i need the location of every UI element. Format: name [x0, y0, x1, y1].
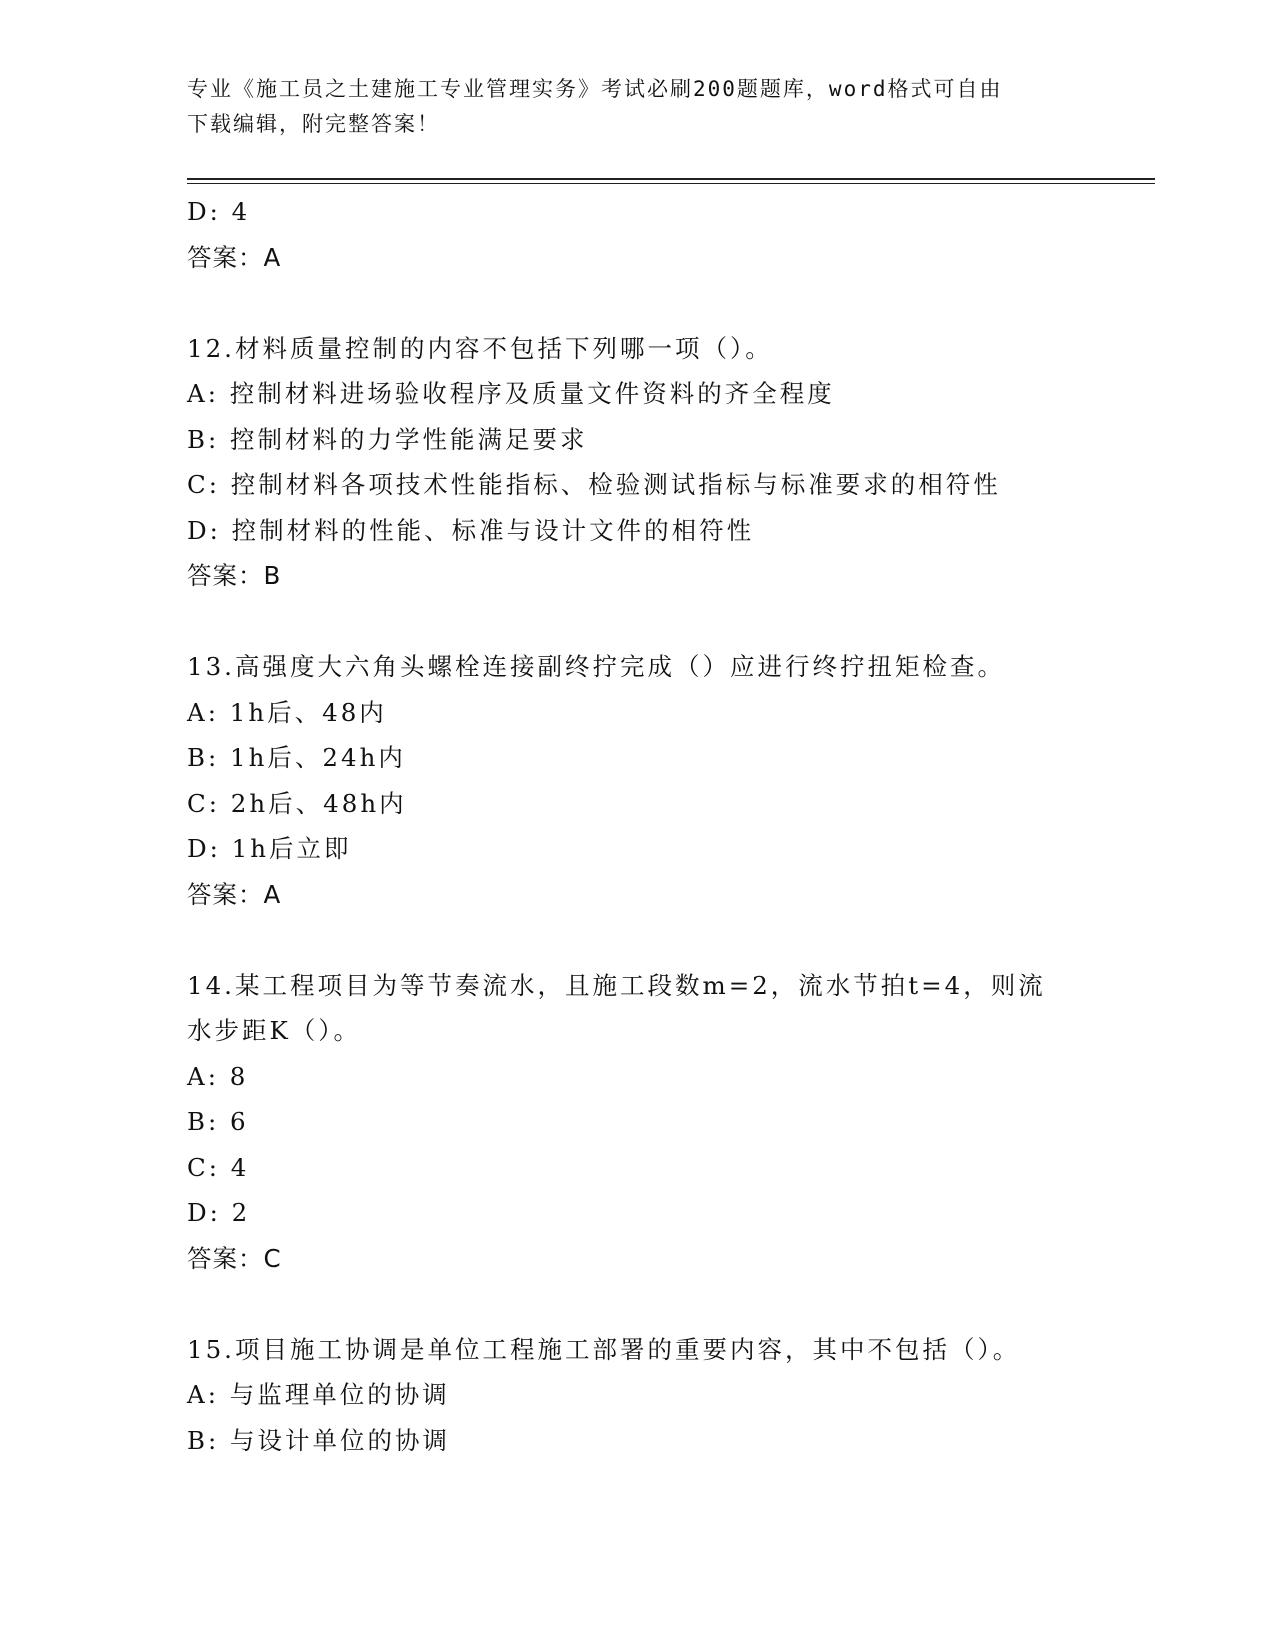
option-c: C: 控制材料各项技术性能指标、检验测试指标与标准要求的相符性 — [187, 470, 1001, 499]
option-d: D: 1h后立即 — [187, 834, 352, 863]
option-b: B: 6 — [187, 1107, 249, 1136]
answer: 答案：C — [187, 1243, 282, 1273]
option-b: B: 与设计单位的协调 — [187, 1425, 451, 1455]
option-b: B: 1h后、24h内 — [187, 743, 406, 772]
header-rule-thick — [187, 178, 1155, 180]
question-stem-cont: 水步距K（）。 — [187, 1016, 362, 1045]
option-c: C: 4 — [187, 1152, 250, 1182]
option-d: D: 控制材料的性能、标准与设计文件的相符性 — [187, 515, 755, 545]
question-stem: 14.某工程项目为等节奏流水，且施工段数m=2，流水节拍t=4，则流 — [187, 970, 1046, 1000]
spacer — [187, 917, 1067, 963]
option-a: A: 1h后、48内 — [187, 697, 387, 727]
question-stem: 15.项目施工协调是单位工程施工部署的重要内容，其中不包括（）。 — [187, 1334, 1021, 1364]
question-list — [187, 189, 1067, 1463]
answer: 答案：A — [187, 879, 282, 909]
prev-answer: 答案：A — [187, 242, 282, 272]
option-d: D: 2 — [187, 1198, 251, 1227]
option-b: B: 控制材料的力学性能满足要求 — [187, 424, 588, 454]
prev-option-d: D: 4 — [187, 197, 251, 226]
answer: 答案：B — [187, 561, 282, 590]
option-c: C: 2h后、48h内 — [187, 788, 407, 818]
question-stem: 12.材料质量控制的内容不包括下列哪一项（）。 — [187, 333, 773, 363]
option-a: A: 8 — [187, 1061, 249, 1091]
spacer — [187, 599, 1067, 645]
spacer — [187, 1281, 1067, 1327]
header-rule-thin — [187, 183, 1155, 184]
header-line-2: 下载编辑，附完整答案！ — [187, 112, 440, 136]
document-header — [187, 72, 1067, 142]
header-line-1: 专业《施工员之土建施工专业管理实务》考试必刷200题题库，word格式可自由 — [187, 77, 1003, 101]
option-a: A: 与监理单位的协调 — [187, 1380, 450, 1409]
option-a: A: 控制材料进场验收程序及质量文件资料的齐全程度 — [187, 379, 835, 408]
spacer — [187, 280, 1067, 326]
question-stem: 13.高强度大六角头螺栓连接副终拧完成（）应进行终拧扭矩检查。 — [187, 652, 1005, 681]
